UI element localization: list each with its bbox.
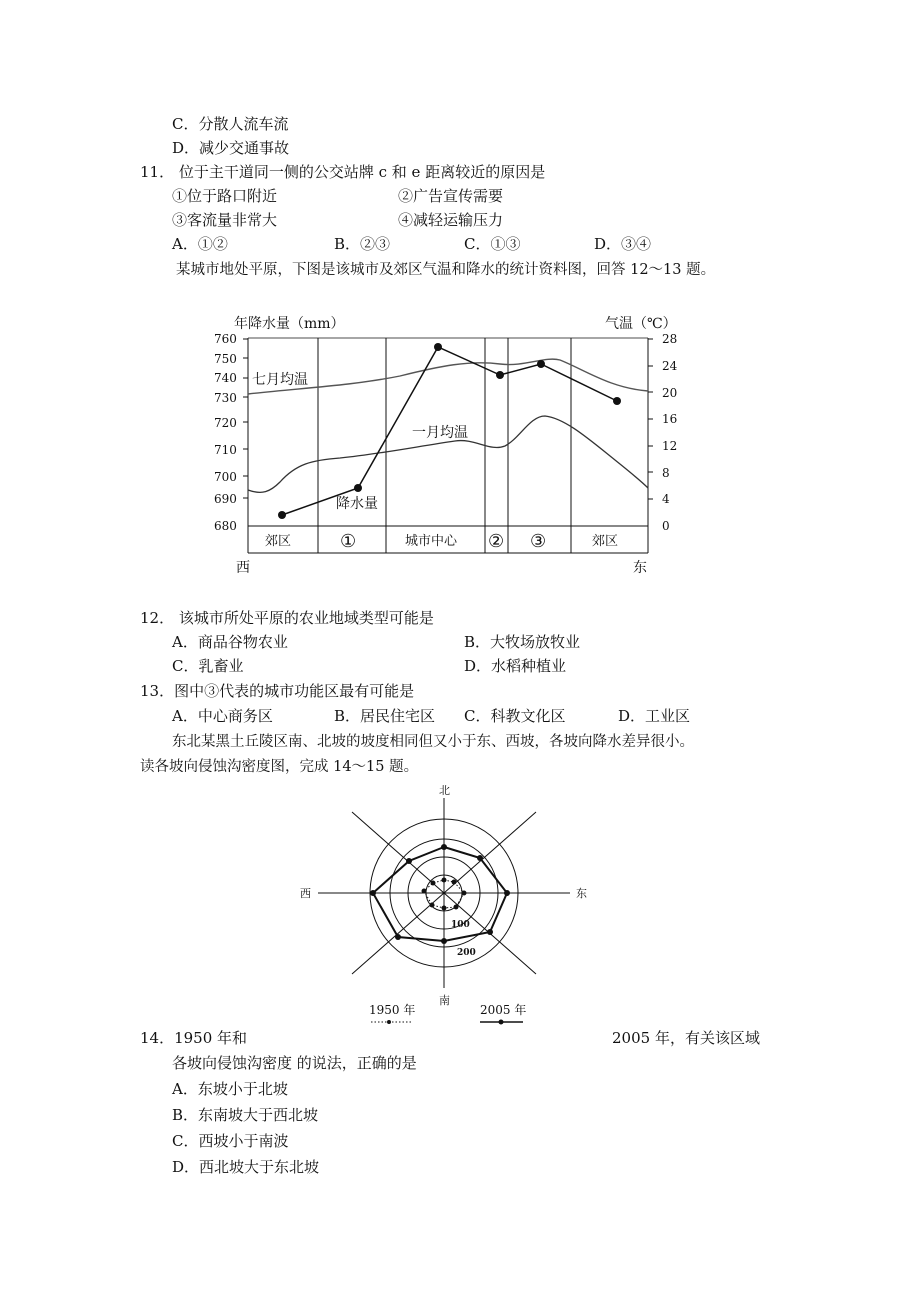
precip-point bbox=[613, 397, 621, 405]
right-tick: 0 bbox=[662, 519, 670, 533]
zone-label: 郊区 bbox=[592, 534, 619, 549]
intro-14-15-line2: 读各坡向侵蚀沟密度图，完成 14～15 题。 bbox=[140, 759, 419, 775]
q11-item-1: ①位于路口附近 bbox=[172, 187, 278, 205]
q14-option-d: D．西北坡大于东北坡 bbox=[172, 1158, 320, 1176]
q11-option-a: A．①② bbox=[172, 235, 228, 253]
q14-option-c: C．西坡小于南波 bbox=[172, 1132, 289, 1150]
left-tick: 680 bbox=[214, 519, 237, 533]
q12-stem: 12． 该城市所处平原的农业地域类型可能是 bbox=[140, 609, 434, 627]
legend-2005: 2005 年 bbox=[480, 1003, 527, 1017]
east-label: 东 bbox=[633, 560, 647, 576]
west-label: 西 bbox=[236, 560, 250, 576]
q11-stem: 11． 位于主干道同一侧的公交站牌 c 和 e 距离较近的原因是 bbox=[140, 163, 546, 181]
zone-label: ③ bbox=[530, 531, 547, 552]
precip-point bbox=[354, 484, 362, 492]
q14-option-a: A．东坡小于北坡 bbox=[172, 1080, 288, 1098]
left-tick: 700 bbox=[214, 470, 237, 484]
right-axis-ticks bbox=[662, 332, 678, 533]
q14-stem-a: 14．1950 年和 bbox=[140, 1029, 248, 1047]
q12-option-b: B．大牧场放牧业 bbox=[464, 633, 581, 651]
intro-14-15-line1: 东北某黑土丘陵区南、北坡的坡度相同但又小于东、西坡，各坡向降水差异很小。 bbox=[172, 734, 694, 750]
july-temp-line bbox=[248, 359, 648, 394]
q13-stem: 13．图中③代表的城市功能区最有可能是 bbox=[140, 682, 415, 700]
q12-option-d: D．水稻种植业 bbox=[464, 657, 567, 675]
right-tick: 20 bbox=[662, 386, 678, 400]
west-label: 西 bbox=[300, 887, 311, 900]
precip-point bbox=[434, 343, 442, 351]
precip-point bbox=[278, 511, 286, 519]
climate-chart bbox=[0, 0, 920, 600]
q14-option-b: B．东南坡大于西北坡 bbox=[172, 1106, 319, 1124]
right-axis-title: 气温（℃） bbox=[605, 316, 677, 332]
precipitation-label: 降水量 bbox=[336, 496, 378, 512]
gully-density-radar bbox=[0, 770, 920, 1030]
left-tick: 740 bbox=[214, 371, 237, 385]
left-tick: 690 bbox=[214, 492, 237, 506]
left-tick: 760 bbox=[214, 332, 237, 346]
right-tick: 4 bbox=[662, 492, 670, 506]
left-axis-ticks bbox=[214, 332, 237, 533]
ring-label-100: 100 bbox=[451, 920, 470, 930]
precip-point bbox=[537, 360, 545, 368]
left-axis-title: 年降水量（mm） bbox=[234, 316, 345, 332]
precip-point bbox=[496, 371, 504, 379]
zone-label: 郊区 bbox=[265, 534, 292, 549]
east-label: 东 bbox=[576, 887, 587, 900]
zone-label: ① bbox=[340, 531, 357, 552]
q11-option-c: C．①③ bbox=[464, 235, 521, 253]
zone-label: 城市中心 bbox=[405, 534, 458, 549]
q13-option-d: D．工业区 bbox=[618, 707, 691, 725]
q13-option-a: A．中心商务区 bbox=[172, 707, 273, 725]
series-2005-polygon bbox=[373, 847, 507, 941]
north-label: 北 bbox=[439, 784, 450, 797]
q13-option-b: B．居民住宅区 bbox=[334, 707, 436, 725]
intro-12-13: 某城市地处平原，下图是该城市及郊区气温和降水的统计资料图，回答 12～13 题。 bbox=[176, 262, 716, 278]
q11-option-b: B．②③ bbox=[334, 235, 391, 253]
right-tick: 16 bbox=[662, 412, 678, 426]
q12-option-a: A．商品谷物农业 bbox=[172, 633, 288, 651]
left-tick: 750 bbox=[214, 352, 237, 366]
right-tick: 24 bbox=[662, 359, 678, 373]
q14-stem-b: 2005 年，有关该区域 bbox=[612, 1029, 760, 1047]
ring-label-200: 200 bbox=[457, 948, 476, 958]
q11-item-2: ②广告宣传需要 bbox=[398, 187, 504, 205]
right-tick: 12 bbox=[662, 439, 678, 453]
q10-option-d: D．减少交通事故 bbox=[172, 139, 290, 157]
zone-label: ② bbox=[488, 531, 505, 552]
legend-1950: 1950 年 bbox=[369, 1003, 416, 1017]
q11-option-d: D．③④ bbox=[594, 235, 652, 253]
q11-item-4: ④减轻运输压力 bbox=[398, 211, 504, 229]
q14-stem-c: 各坡向侵蚀沟密度 的说法，正确的是 bbox=[172, 1054, 417, 1072]
south-label: 南 bbox=[439, 994, 450, 1007]
left-tick: 720 bbox=[214, 416, 237, 430]
right-tick: 8 bbox=[662, 466, 670, 480]
q12-option-c: C．乳畜业 bbox=[172, 657, 244, 675]
q11-item-3: ③客流量非常大 bbox=[172, 211, 278, 229]
left-tick: 710 bbox=[214, 443, 237, 457]
right-tick: 28 bbox=[662, 332, 678, 346]
july-temp-label: 七月均温 bbox=[252, 372, 308, 388]
january-temp-label: 一月均温 bbox=[412, 425, 468, 441]
q13-option-c: C．科教文化区 bbox=[464, 707, 566, 725]
left-tick: 730 bbox=[214, 391, 237, 405]
q10-option-c: C．分散人流车流 bbox=[172, 115, 289, 133]
